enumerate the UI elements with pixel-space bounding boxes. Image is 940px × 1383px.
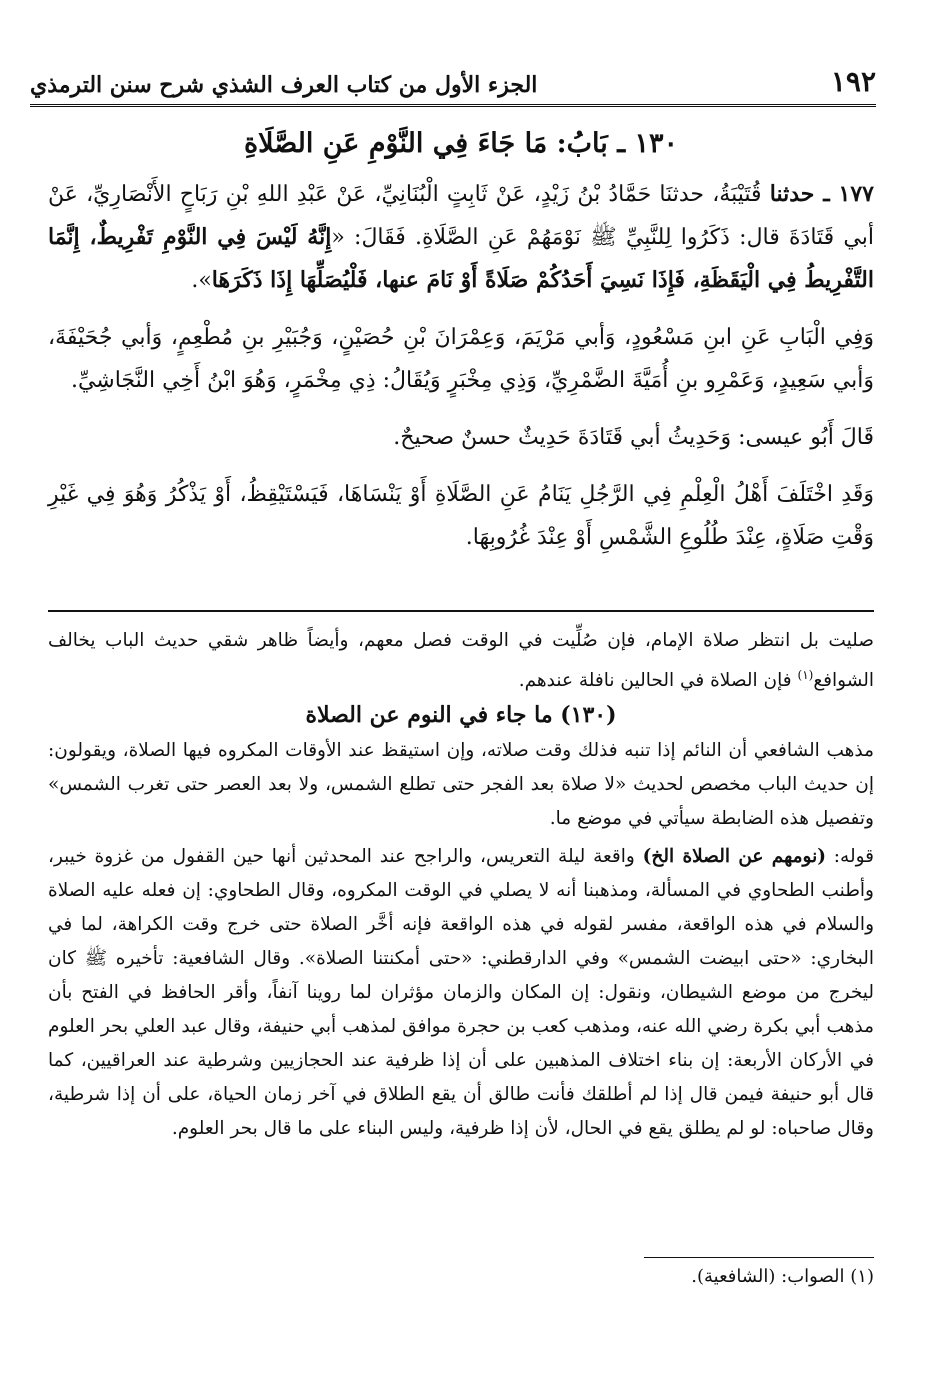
- carryover-text-b: فإن الصلاة في الحالين نافلة عندهم.: [518, 670, 798, 692]
- footnote-reference: (١): [797, 668, 814, 682]
- footnote: (١) الصواب: (الشافعية).: [691, 1266, 874, 1287]
- commentary-paragraph-2-body: واقعة ليلة التعريس، والراجح عند المحدثين أنها حين القفول من غزوة خيبر، وأطنب الطحاوي في المسألة، ومذهبنا أنه لا يصلي في الوقت المكروه، وقال الطحاوي: إن فعله عليه الصلاة والسلام في هذه الواقعة، مفسر لقوله في هذه الواقعة فإنه أخَّر الصلاة حتى خرج وقت الكراهة، لما في البخاري: «حتى ابيضت الشمس» وفي الدارقطني: «حتى أمكنتنا الصلاة». وقال الشافعية: تأخيره ﷺ كان ليخرج من موضع الشيطان، ونقول: إن المكان والزمان مؤثران لما روينا آنفاً، وأقر الحافظ في الفتح بأن مذهب أبي بكرة رضي الله عنه، ومذهب كعب بن حجرة موافق لمذهب أبي حنيفة، وقال عبد العلي بحر العلوم في الأركان الأربعة: إن بناء اختلاف المذهبين على أن إذا ظرفية عند الحجازيين وشرطية عند العراقيين، كما قال أبو حنيفة فيمن قال إذا لم أطلقك فأنت طالق أن يقع الطلاق في آخر زمان الحياة، على أن إذا شرطية، وقال صاحباه: لو لم يطلق يقع في الحال، لأن إذا ظرفية، وليس البناء على ما قال بحر العلوم.: [48, 846, 874, 1140]
- hadith-number: ١٧٧ ـ حدثنا: [769, 181, 874, 207]
- chapter-heading: ١٣٠ ـ بَابُ: مَا جَاءَ فِي النَّوْمِ عَنِ الصَّلَاةِ: [243, 128, 679, 159]
- lemma: (نومهم عن الصلاة الخ): [642, 846, 827, 868]
- main-commentary-divider: [48, 610, 874, 612]
- hadith-close: ».: [191, 268, 212, 293]
- running-title: الجزء الأول من كتاب العرف الشذي شرح سنن الترمذي: [30, 72, 538, 98]
- commentary-paragraph-2: [48, 840, 874, 1146]
- grading-paragraph: قَالَ أَبُو عيسى: وَحَدِيثُ أبي قَتَادَةَ حَدِيثٌ حسنٌ صحيحٌ.: [393, 425, 874, 450]
- hadith-matn: إِنَّهُ لَيْسَ فِي النَّوْمِ تَفْرِيطٌ، إِنَّمَا التَّفْرِيطُ فِي الْيَقَظَةِ، فَإِذَا نَسِيَ أَحَدُكُمْ صَلَاةً أَوْ نَامَ عنها، فَلْيُصَلِّهَا إِذَا ذَكَرَهَا: [48, 224, 874, 293]
- commentary-paragraph-1: مذهب الشافعي أن النائم إذا تنبه فذلك وقت صلاته، وإن استيقظ عند الأوقات المكروه فيها الصلاة، ويقولون: إن حديث الباب مخصص لحديث «لا صلاة بعد الفجر حتى تطلع الشمس، ولا بعد العصر حتى تغرب الشمس» وتفصيل هذه الضابطة سيأتي في موضع ما.: [48, 740, 874, 830]
- chapter-narrators-paragraph: وَفِي الْبَابِ عَنِ ابنِ مَسْعُودٍ، وَأبي مَرْيَمَ، وَعِمْرَانَ بْنِ حُصَيْنٍ، وَجُبَيْرِ بنِ مُطْعِمٍ، وَأبي جُحَيْفَةَ، وَأبي سَعِيدٍ، وَعَمْرِو بنِ أُمَيَّةَ الضَّمْرِيِّ، وَذِي مِخْبَرٍ وَيُقَالُ: ذِي مِخْمَرٍ، وَهُوَ ابْنُ أَخِي النَّجَاشِيِّ.: [48, 325, 874, 393]
- carryover-text-a: صليت بل انتظر صلاة الإمام، فإن صُلِّيت في الوقت فصل معهم، وأيضاً ظاهر شقي حديث الباب يخالف الشوافع: [48, 630, 874, 692]
- footnote-rule: [644, 1257, 874, 1258]
- commentary: [48, 624, 874, 1150]
- page-header: [30, 56, 876, 107]
- disagreement-paragraph: وَقَدِ اخْتَلَفَ أَهْلُ الْعِلْمِ فِي الرَّجُلِ يَنَامُ عَنِ الصَّلَاةِ أَوْ يَنْسَاهَا، فَيَسْتَيْقِظُ، أَوْ يَذْكُرُ وَهُوَ فِي غَيْرِ وَقْتِ صَلَاةٍ، عِنْدَ طُلُوعِ الشَّمْسِ أَوْ عِنْدَ غُرُوبِهَا.: [48, 482, 874, 550]
- hadith-isnad: قُتَيْبَةُ، حدثنَا حَمَّادُ بْنُ زَيْدٍ، عَنْ ثَابِتٍ الْبُنَانِيِّ، عَنْ عَبْدِ اللهِ بْنِ رَبَاحٍ الأَنْصَارِيِّ، عَنْ أبي قَتَادَةَ قال: ذَكَرُوا لِلنَّبِيِّ ﷺ نَوْمَهُمْ عَنِ الصَّلَاةِ. فَقَالَ: «: [48, 182, 874, 250]
- carryover-paragraph: [48, 624, 874, 698]
- hadith-paragraph: [48, 173, 874, 302]
- page-number: ١٩٢: [830, 65, 876, 98]
- commentary-heading: (١٣٠) ما جاء في النوم عن الصلاة: [305, 702, 617, 729]
- main-text: [48, 128, 874, 573]
- lemma-intro: قوله:: [826, 846, 874, 868]
